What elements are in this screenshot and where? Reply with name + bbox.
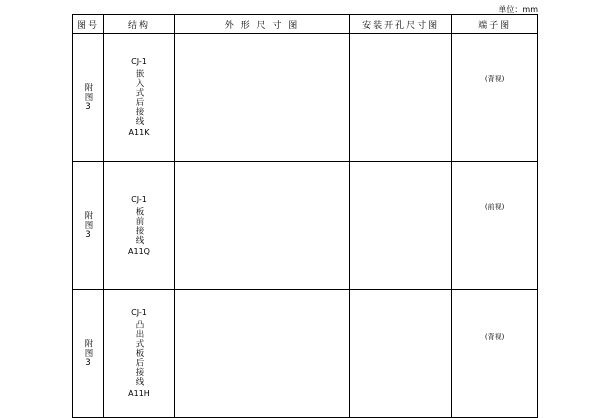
structure-model: CJ-1	[131, 194, 147, 204]
terminal-caption: (背视)	[484, 332, 505, 341]
cell-outline	[175, 34, 350, 162]
header-structure: 结构	[104, 15, 175, 34]
structure-code: A11K	[128, 128, 150, 137]
structure-model: CJ-1	[131, 308, 147, 318]
cell-panel	[350, 34, 452, 162]
fig-no-label: 附图3	[83, 338, 93, 369]
fig-no-label: 附图3	[83, 82, 93, 113]
cell-structure	[104, 34, 175, 162]
unit-note: 单位：mm	[498, 5, 538, 14]
spec-table	[72, 14, 538, 418]
cell-terminal	[452, 162, 538, 290]
structure-type: 嵌入式后接线	[134, 69, 144, 126]
cell-outline	[175, 290, 350, 418]
fig-no-label: 附图3	[83, 210, 93, 241]
cell-fig-no	[73, 34, 104, 162]
cell-panel	[350, 162, 452, 290]
table-row	[73, 290, 538, 418]
structure-code: A11H	[128, 388, 150, 398]
table-row	[73, 162, 538, 290]
terminal-caption: (背视)	[484, 74, 505, 83]
header-fig-no: 图号	[73, 15, 104, 34]
structure-type: 板前接线	[134, 206, 144, 245]
header-terminal: 端子图	[452, 15, 538, 34]
cell-terminal	[452, 290, 538, 418]
header-panel: 安装开孔尺寸图	[350, 15, 452, 34]
cell-fig-no	[73, 162, 104, 290]
cell-panel	[350, 290, 452, 418]
structure-model: CJ-1	[131, 57, 147, 66]
table-header-row	[73, 15, 538, 34]
table-row	[73, 34, 538, 162]
cell-structure	[104, 290, 175, 418]
terminal-caption: (前视)	[484, 202, 505, 211]
header-outline: 外 形 尺 寸 图	[175, 15, 350, 34]
structure-type: 凸出式板后接线	[134, 320, 144, 387]
cell-structure	[104, 162, 175, 290]
cell-fig-no	[73, 290, 104, 418]
cell-outline	[175, 162, 350, 290]
structure-code: A11Q	[128, 246, 150, 256]
cell-terminal	[452, 34, 538, 162]
